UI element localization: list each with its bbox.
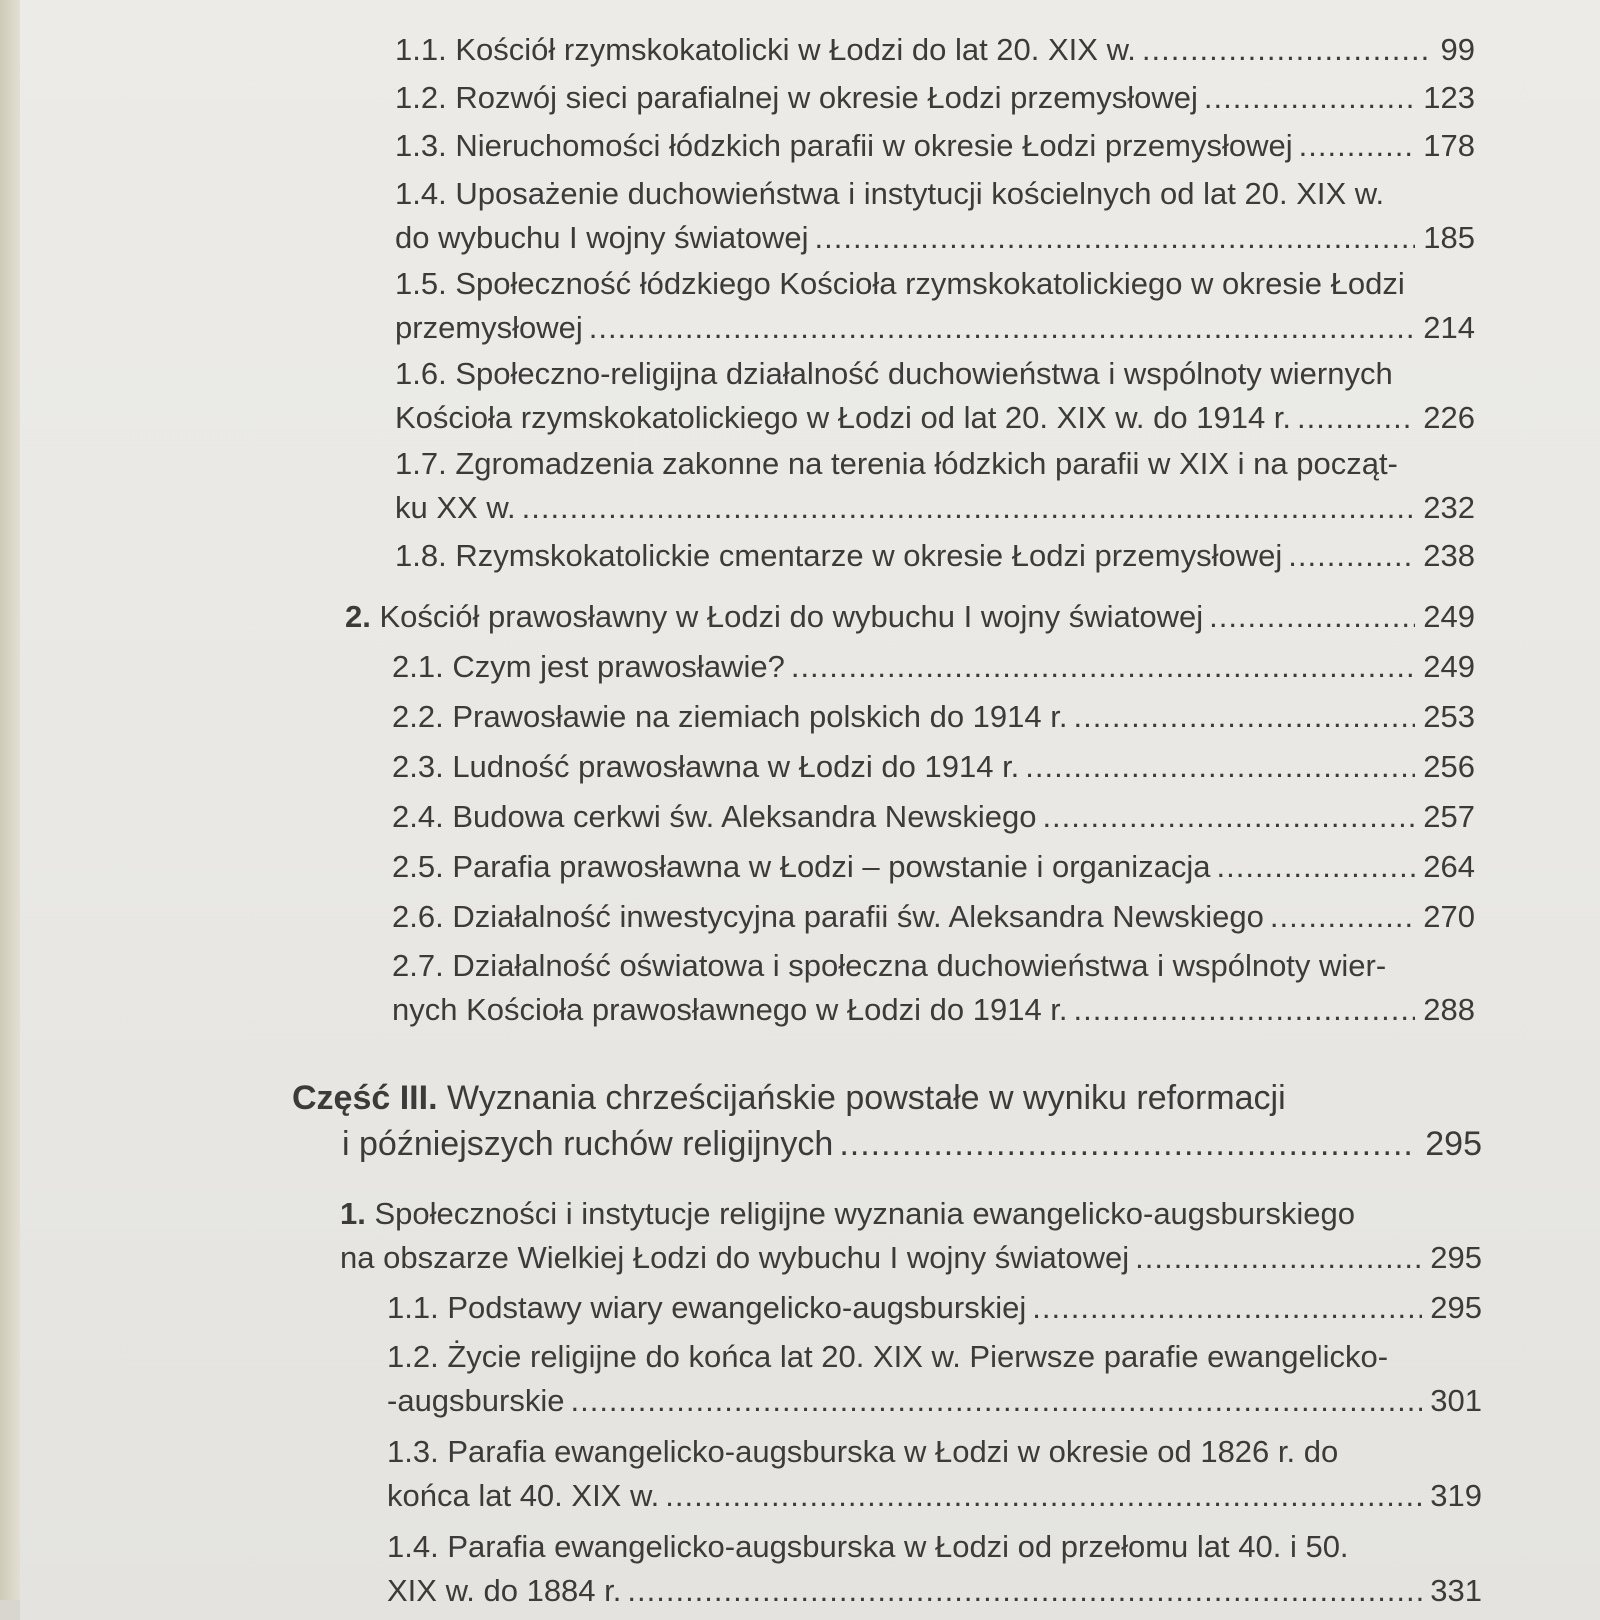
entry-title: 1.3. Nieruchomości łódzkich parafii w okresie Łodzi przemysłowej xyxy=(395,128,1293,163)
toc-entry-2-7 xyxy=(392,944,1475,1032)
page-number: 249 xyxy=(1423,649,1475,684)
page-number: 288 xyxy=(1423,992,1475,1027)
toc-entry-2-1 xyxy=(392,645,1475,689)
dot-leader xyxy=(1073,695,1415,739)
dot-leader xyxy=(839,1121,1417,1167)
toc-entry-3-1-1 xyxy=(387,1286,1482,1330)
entry-number: 1. xyxy=(340,1196,366,1231)
toc-entry-1-1 xyxy=(395,28,1475,72)
dot-leader xyxy=(627,1569,1422,1613)
entry-title: 1.3. Parafia ewangelicko-augsburska w Łodzi w okresie od 1826 r. do xyxy=(387,1434,1339,1469)
toc-entry-2-6 xyxy=(392,895,1475,939)
dot-leader xyxy=(1270,895,1415,939)
page-number: 270 xyxy=(1423,899,1475,934)
page-number: 253 xyxy=(1423,699,1475,734)
page-number: 232 xyxy=(1423,490,1475,525)
entry-title-cont: na obszarze Wielkiej Łodzi do wybuchu I wojny światowej xyxy=(340,1240,1130,1275)
toc-entry-3-1-2 xyxy=(387,1335,1482,1423)
page-number: 295 xyxy=(1430,1290,1482,1325)
page-number: 295 xyxy=(1430,1240,1482,1275)
toc-entry-1-2 xyxy=(395,76,1475,120)
entry-title-cont: nych Kościoła prawosławnego w Łodzi do 1914 r. xyxy=(392,992,1068,1027)
entry-title-cont: -augsburskie xyxy=(387,1383,565,1418)
entry-title: 2.4. Budowa cerkwi św. Aleksandra Newskiego xyxy=(392,799,1037,834)
dot-leader xyxy=(1135,1236,1422,1280)
toc-entry-3-1-3 xyxy=(387,1430,1482,1518)
toc-entry-2-3 xyxy=(392,745,1475,789)
toc-entry-3-1 xyxy=(340,1192,1482,1280)
entry-title: Społeczności i instytucje religijne wyznania ewangelicko-augsburskiego xyxy=(374,1196,1355,1231)
dot-leader xyxy=(1032,1286,1422,1330)
page-number: 178 xyxy=(1423,128,1475,163)
dot-leader xyxy=(1299,124,1416,168)
dot-leader xyxy=(815,216,1416,260)
page-number: 238 xyxy=(1423,538,1475,573)
toc-entry-2-2 xyxy=(392,695,1475,739)
entry-title: 1.4. Uposażenie duchowieństwa i instytucji kościelnych od lat 20. XIX w. xyxy=(395,176,1385,211)
dot-leader xyxy=(1204,76,1415,120)
entry-title: 1.7. Zgromadzenia zakonne na terenia łódzkich parafii w XIX i na począt- xyxy=(395,446,1398,481)
entry-title: 2.2. Prawosławie na ziemiach polskich do 1914 r. xyxy=(392,699,1068,734)
page-number: 264 xyxy=(1423,849,1475,884)
page-number: 123 xyxy=(1423,80,1475,115)
dot-leader xyxy=(665,1474,1422,1518)
page-number: 331 xyxy=(1430,1573,1482,1608)
page-number: 295 xyxy=(1425,1125,1482,1163)
entry-title: 2.5. Parafia prawosławna w Łodzi – powstanie i organizacja xyxy=(392,849,1211,884)
entry-title-cont: Kościoła rzymskokatolickiego w Łodzi od lat 20. XIX w. do 1914 r. xyxy=(395,400,1292,435)
dot-leader xyxy=(1209,595,1415,639)
entry-title: Kościół prawosławny w Łodzi do wybuchu I wojny światowej xyxy=(379,599,1204,634)
page-number: 301 xyxy=(1430,1383,1482,1418)
toc-entry-1-5 xyxy=(395,262,1475,350)
dot-leader xyxy=(791,645,1415,689)
page-number: 214 xyxy=(1423,310,1475,345)
page-number: 99 xyxy=(1440,32,1475,67)
entry-title: 2.6. Działalność inwestycyjna parafii św. Aleksandra Newskiego xyxy=(392,899,1264,934)
toc-entry-2-5 xyxy=(392,845,1475,889)
toc-part-3 xyxy=(292,1075,1482,1167)
dot-leader xyxy=(1288,534,1415,578)
entry-title-cont: ku XX w. xyxy=(395,490,516,525)
entry-title: 1.1. Podstawy wiary ewangelicko-augsburskiej xyxy=(387,1290,1027,1325)
entry-title: 1.2. Życie religijne do końca lat 20. XIX w. Pierwsze parafie ewangelicko- xyxy=(387,1339,1389,1374)
entry-title-cont: przemysłowej xyxy=(395,310,583,345)
entry-title-cont: XIX w. do 1884 r. xyxy=(387,1573,622,1608)
dot-leader xyxy=(1142,28,1433,72)
entry-number: 2. xyxy=(345,599,371,634)
page-number: 319 xyxy=(1430,1478,1482,1513)
entry-title: 1.5. Społeczność łódzkiego Kościoła rzymskokatolickiego w okresie Łodzi xyxy=(395,266,1405,301)
entry-title: 1.2. Rozwój sieci parafialnej w okresie Łodzi przemysłowej xyxy=(395,80,1198,115)
entry-title-cont: do wybuchu I wojny światowej xyxy=(395,220,809,255)
toc-entry-1-3 xyxy=(395,124,1475,168)
toc-entry-2 xyxy=(345,595,1475,639)
entry-title: 2.7. Działalność oświatowa i społeczna duchowieństwa i wspólnoty wier- xyxy=(392,948,1387,983)
toc-entry-1-8 xyxy=(395,534,1475,578)
dot-leader xyxy=(1297,396,1415,440)
entry-title: 1.1. Kościół rzymskokatolicki w Łodzi do lat 20. XIX w. xyxy=(395,32,1136,67)
dot-leader xyxy=(1042,795,1415,839)
page-number: 257 xyxy=(1423,799,1475,834)
page-number: 226 xyxy=(1423,400,1475,435)
part-label: Część III. xyxy=(292,1079,438,1117)
dot-leader xyxy=(589,306,1415,350)
entry-title-cont: końca lat 40. XIX w. xyxy=(387,1478,660,1513)
dot-leader xyxy=(1074,988,1416,1032)
entry-title: 1.4. Parafia ewangelicko-augsburska w Łodzi od przełomu lat 40. i 50. xyxy=(387,1529,1349,1564)
dot-leader xyxy=(1025,745,1415,789)
part-title-cont: i późniejszych ruchów religijnych xyxy=(342,1125,834,1163)
toc-entry-1-4 xyxy=(395,172,1475,260)
entry-title: 1.6. Społeczno-religijna działalność duchowieństwa i wspólnoty wiernych xyxy=(395,356,1393,391)
dot-leader xyxy=(1217,845,1416,889)
entry-title: 2.1. Czym jest prawosławie? xyxy=(392,649,785,684)
part-title: Wyznania chrześcijańskie powstałe w wyniku reformacji xyxy=(446,1079,1286,1117)
page-number: 249 xyxy=(1423,599,1475,634)
toc-entry-1-7 xyxy=(395,442,1475,530)
entry-title: 2.3. Ludność prawosławna w Łodzi do 1914 r. xyxy=(392,749,1020,784)
toc-entry-1-6 xyxy=(395,352,1475,440)
toc-entry-2-4 xyxy=(392,795,1475,839)
dot-leader xyxy=(522,486,1416,530)
dot-leader xyxy=(570,1379,1422,1423)
entry-title: 1.8. Rzymskokatolickie cmentarze w okresie Łodzi przemysłowej xyxy=(395,538,1283,573)
page-number: 185 xyxy=(1423,220,1475,255)
page-number: 256 xyxy=(1423,749,1475,784)
